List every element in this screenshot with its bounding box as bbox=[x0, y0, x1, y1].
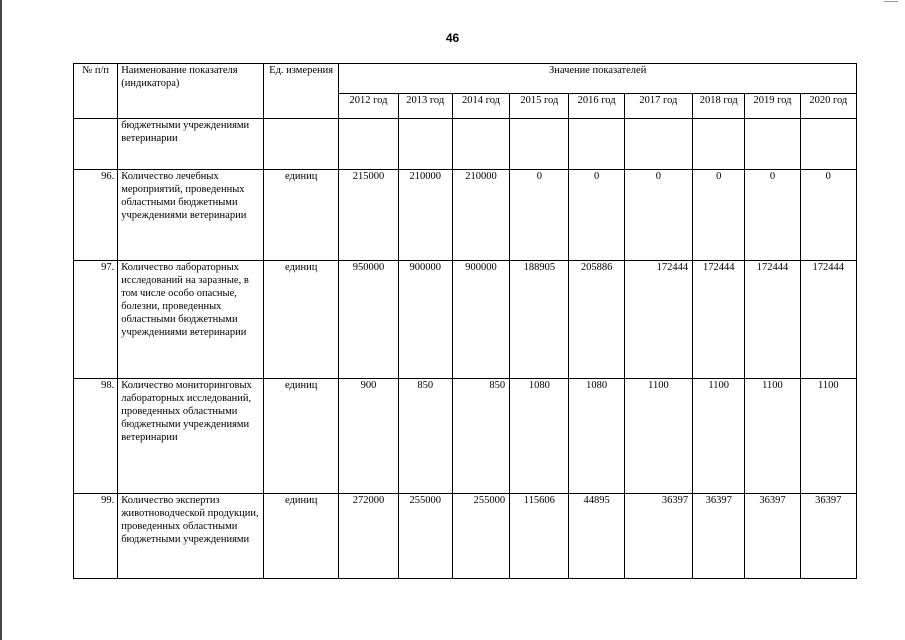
row-num bbox=[74, 119, 118, 170]
value-cell: 172444 bbox=[800, 261, 856, 379]
header-year-2020: 2020 год bbox=[800, 94, 856, 119]
value-cell: 188905 bbox=[510, 261, 569, 379]
row-unit bbox=[263, 119, 338, 170]
header-year-2017: 2017 год bbox=[624, 94, 692, 119]
value-cell bbox=[510, 119, 569, 170]
header-name: Наименование показателя (индикатора) bbox=[118, 64, 264, 119]
value-cell: 1100 bbox=[624, 379, 692, 494]
value-cell bbox=[800, 119, 856, 170]
value-cell bbox=[398, 119, 452, 170]
header-unit: Ед. измерения bbox=[263, 64, 338, 119]
header-num: № п/п bbox=[74, 64, 118, 119]
value-cell: 172444 bbox=[745, 261, 800, 379]
value-cell: 205886 bbox=[569, 261, 624, 379]
value-cell: 0 bbox=[693, 170, 745, 261]
value-cell: 900000 bbox=[452, 261, 509, 379]
value-cell: 36397 bbox=[745, 494, 800, 579]
table-row bbox=[74, 494, 857, 579]
value-cell bbox=[624, 119, 692, 170]
value-cell: 210000 bbox=[398, 170, 452, 261]
row-unit: единиц bbox=[263, 170, 338, 261]
value-cell: 0 bbox=[569, 170, 624, 261]
header-year-2019: 2019 год bbox=[745, 94, 800, 119]
value-cell: 0 bbox=[510, 170, 569, 261]
header-year-2013: 2013 год bbox=[398, 94, 452, 119]
value-cell: 36397 bbox=[693, 494, 745, 579]
scan-mark bbox=[884, 1, 898, 2]
value-cell bbox=[339, 119, 398, 170]
value-cell bbox=[569, 119, 624, 170]
value-cell: 0 bbox=[800, 170, 856, 261]
table-row bbox=[74, 379, 857, 494]
value-cell: 172444 bbox=[624, 261, 692, 379]
value-cell: 255000 bbox=[398, 494, 452, 579]
value-cell: 1080 bbox=[569, 379, 624, 494]
value-cell: 255000 bbox=[452, 494, 509, 579]
value-cell bbox=[745, 119, 800, 170]
value-cell bbox=[452, 119, 509, 170]
value-cell: 1100 bbox=[693, 379, 745, 494]
row-name: Количество экспертиз животноводческой продукции, проведенных областными бюджетными учреждениями bbox=[118, 494, 264, 579]
value-cell: 850 bbox=[452, 379, 509, 494]
value-cell: 1100 bbox=[745, 379, 800, 494]
header-year-2016: 2016 год bbox=[569, 94, 624, 119]
header-year-2015: 2015 год bbox=[510, 94, 569, 119]
value-cell: 172444 bbox=[693, 261, 745, 379]
page-left-edge bbox=[0, 0, 2, 640]
value-cell: 36397 bbox=[800, 494, 856, 579]
indicators-table bbox=[73, 63, 857, 579]
value-cell: 850 bbox=[398, 379, 452, 494]
page-number: 46 bbox=[445, 31, 460, 45]
row-num: 99. bbox=[74, 494, 118, 579]
value-cell: 950000 bbox=[339, 261, 398, 379]
value-cell: 115606 bbox=[510, 494, 569, 579]
header-year-2012: 2012 год bbox=[339, 94, 398, 119]
value-cell: 44895 bbox=[569, 494, 624, 579]
table-row bbox=[74, 261, 857, 379]
value-cell: 36397 bbox=[624, 494, 692, 579]
value-cell: 210000 bbox=[452, 170, 509, 261]
row-name: Количество мониторинговых лабораторных исследований, проведенных областными бюджетными учреждениями ветеринарии bbox=[118, 379, 264, 494]
header-year-2018: 2018 год bbox=[693, 94, 745, 119]
value-cell: 900 bbox=[339, 379, 398, 494]
value-cell: 272000 bbox=[339, 494, 398, 579]
row-unit: единиц bbox=[263, 261, 338, 379]
row-num: 96. bbox=[74, 170, 118, 261]
table-row bbox=[74, 119, 857, 170]
value-cell bbox=[693, 119, 745, 170]
row-name: Количество лабораторных исследований на заразные, в том числе особо опасные, болезни, проведенных областными бюджетными учреждениями ветеринарии bbox=[118, 261, 264, 379]
value-cell: 900000 bbox=[398, 261, 452, 379]
row-unit: единиц bbox=[263, 379, 338, 494]
row-unit: единиц bbox=[263, 494, 338, 579]
value-cell: 0 bbox=[624, 170, 692, 261]
value-cell: 1100 bbox=[800, 379, 856, 494]
table-row bbox=[74, 170, 857, 261]
value-cell: 215000 bbox=[339, 170, 398, 261]
row-num: 98. bbox=[74, 379, 118, 494]
value-cell: 0 bbox=[745, 170, 800, 261]
header-values: Значение показателей bbox=[339, 64, 857, 94]
header-year-2014: 2014 год bbox=[452, 94, 509, 119]
row-name: Количество лечебных мероприятий, проведенных областными бюджетными учреждениями ветеринарии bbox=[118, 170, 264, 261]
row-num: 97. bbox=[74, 261, 118, 379]
row-name: бюджетными учреждениями ветеринарии bbox=[118, 119, 264, 170]
value-cell: 1080 bbox=[510, 379, 569, 494]
